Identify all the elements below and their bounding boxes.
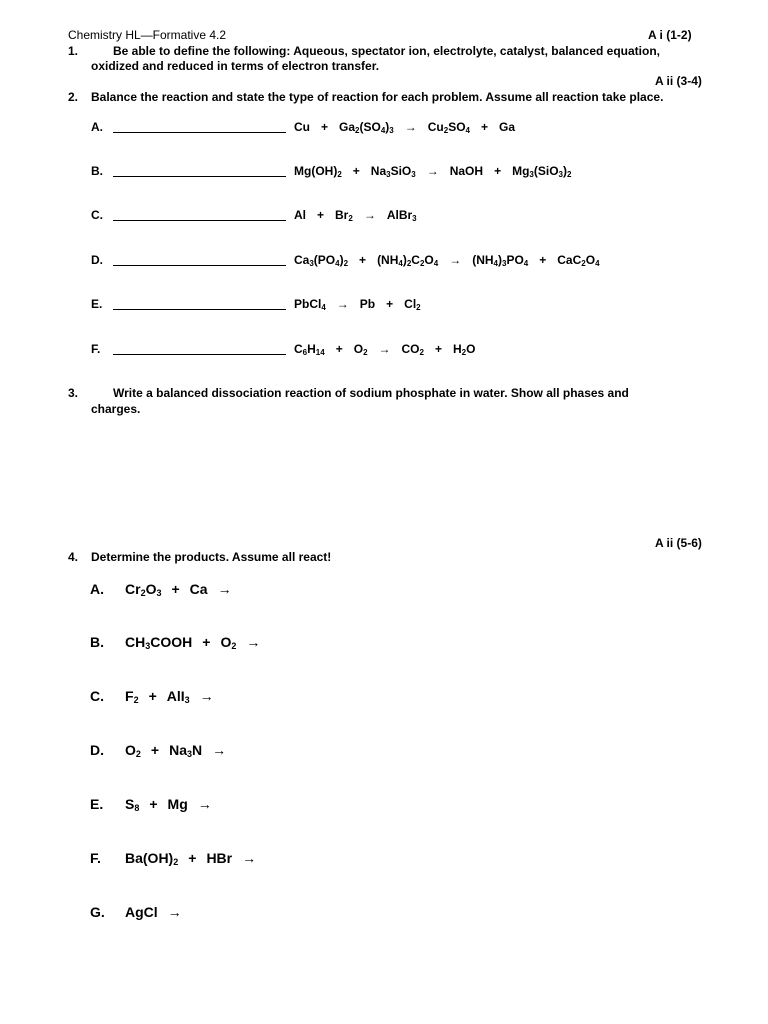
q4-number: 4. xyxy=(68,550,79,564)
q4-equation: $CH_3COOH + O_2$ → xyxy=(125,634,261,651)
q4-equation: $Cr_2O_3 + Ca$ → xyxy=(125,581,232,598)
q2-equation: $Cu + Ga_2(SO_4)_3 \to Cu_2SO_4 + Ga$ xyxy=(294,120,516,135)
q4-item-label: A. xyxy=(90,581,104,597)
q2-equation: $C_6H_{14} + O_2 \to CO_2 + H_2O$ xyxy=(294,342,476,357)
reaction-type-answer-blank[interactable] xyxy=(113,166,286,177)
q4-text: Determine the products. Assume all react! xyxy=(91,550,332,564)
q2-equation: $Al + Br_2$ → AlBr$_3$ xyxy=(294,208,417,223)
q1-number: 1. xyxy=(68,44,79,58)
q2-item-label: E. xyxy=(91,297,103,311)
reaction-type-answer-blank[interactable] xyxy=(113,255,286,266)
reaction-type-answer-blank[interactable] xyxy=(113,122,286,133)
q4-equation: $O_2 + Na_3N$ → xyxy=(125,742,227,759)
q4-item-label: E. xyxy=(90,796,104,812)
reaction-type-answer-blank[interactable] xyxy=(113,344,286,355)
q4-item-label: B. xyxy=(90,634,104,650)
q1-text-line2: oxidized and reduced in terms of electron transfer. xyxy=(91,59,380,73)
q2-equation: PbCl$_4$ → $Pb + Cl_2$ xyxy=(294,297,421,312)
q4-equation: $F_2 + AlI_3$ → xyxy=(125,688,214,705)
q2-item-label: A. xyxy=(91,120,103,134)
q3-text-line2: charges. xyxy=(91,402,141,416)
q4-item-label: C. xyxy=(90,688,104,704)
q2-item-label: C. xyxy=(91,208,103,222)
q4-equation: $Ba(OH)_2$ + HBr → xyxy=(125,850,257,867)
q3-number: 3. xyxy=(68,386,79,400)
q2-text: Balance the reaction and state the type of reaction for each problem. Assume all reaction take place. xyxy=(91,90,664,104)
q4-item-label: F. xyxy=(90,850,101,866)
q4-item-label: G. xyxy=(90,904,105,920)
worksheet-title: Chemistry HL—Formative 4.2 xyxy=(68,28,227,42)
standard-code-2: A ii (3-4) xyxy=(655,74,702,88)
q4-item-label: D. xyxy=(90,742,104,758)
q2-item-label: D. xyxy=(91,253,103,267)
standard-code-3: A ii (5-6) xyxy=(655,536,702,550)
q2-item-label: F. xyxy=(91,342,101,356)
q3-text-line1: Write a balanced dissociation reaction of sodium phosphate in water. Show all phases and xyxy=(113,386,629,400)
q4-equation: AgCl → xyxy=(125,904,182,920)
reaction-type-answer-blank[interactable] xyxy=(113,299,286,310)
reaction-type-answer-blank[interactable] xyxy=(113,210,286,221)
standard-code-1: A i (1-2) xyxy=(648,28,692,42)
q2-equation: $Mg(OH)_2 + Na_3SiO_3$ → NaOH + $Mg_3(SiO_3)_2$ xyxy=(294,164,572,179)
q1-text-line1: Be able to define the following: Aqueous, spectator ion, electrolyte, catalyst, balanced equation, xyxy=(113,44,660,58)
q4-equation: $S_8 + Mg$ → xyxy=(125,796,212,813)
q2-item-label: B. xyxy=(91,164,103,178)
q2-number: 2. xyxy=(68,90,79,104)
q2-equation: $Ca_3(PO_4)_2 + (NH_4)_2C_2O_4 \to (NH_4)_3PO_4 + CaC_2O_4$ xyxy=(294,253,600,268)
